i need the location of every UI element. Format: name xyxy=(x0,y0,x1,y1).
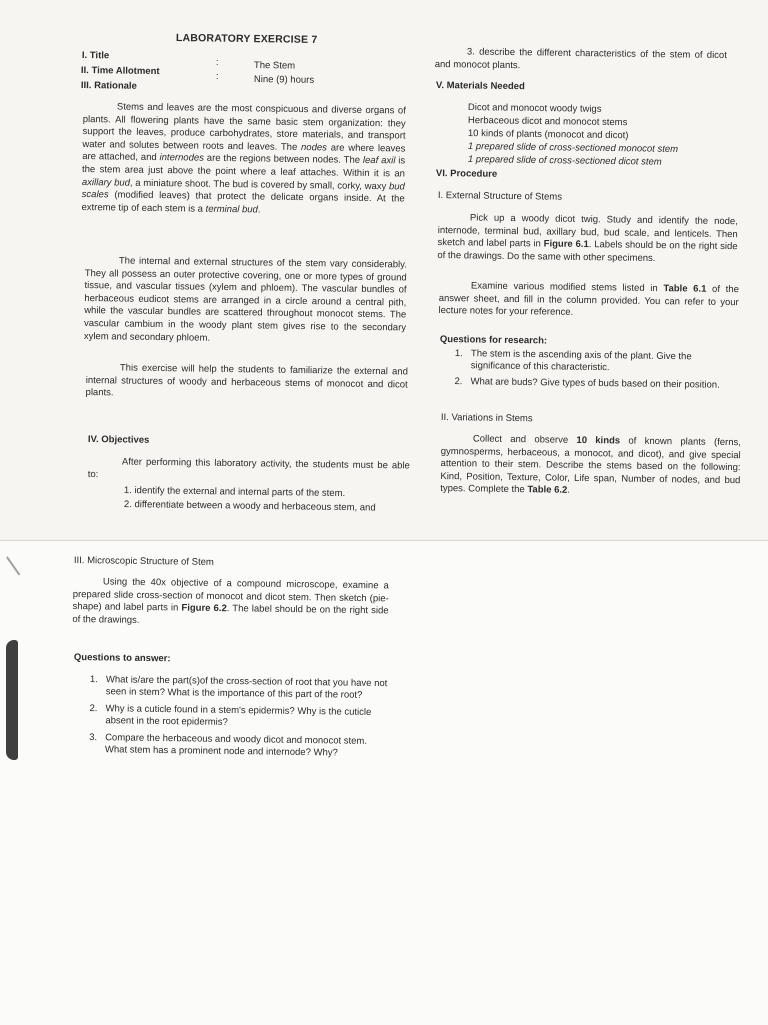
modified-stems-paragraph: Examine various modified stems listed in Table 6.1 of the answer sheet, and fill in the column provided. You can refer to your lecture notes for your reference. xyxy=(438,280,739,319)
research-questions-heading: Questions for research: xyxy=(439,334,548,347)
material-item-5: 1 prepared slide of cross-sectioned dicot stem xyxy=(467,154,662,168)
materials-heading: V. Materials Needed xyxy=(435,80,525,93)
material-item-2: Herbaceous dicot and monocot stems xyxy=(467,115,628,129)
microscopic-paragraph: Using the 40x objective of a compound microscope, examine a prepared slide cross-section of monocot and dicot stem. Then sketch (pie-shape) and label parts in Figure 6.2. The label should be on the right side of the drawings. xyxy=(72,576,389,626)
variations-paragraph: Collect and observe 10 kinds of known plants (ferns, gymnosperms, herbaceous, a monocot, and dicot), and give special attention to their stem. Describe the stems based on the following: Kind, Position, Texture, Color, Life span, Number of nodes, and bud types. Complete the Table 6.2. xyxy=(440,433,741,497)
research-question-2: 2. What are buds? Give types of buds based on their position. xyxy=(454,375,720,391)
variations-heading: II. Variations in Stems xyxy=(440,412,533,425)
rationale-paragraph-3: This exercise will help the students to familiarize the external and internal structures of woody and herbaceous stems of monocot and dicot plants. xyxy=(85,362,408,399)
question-1: 1. What is/are the part(s)of the cross-section of root that you have not seen in stem? What is the importance of this part of the root? xyxy=(89,674,388,702)
page-title: LABORATORY EXERCISE 7 xyxy=(175,32,318,46)
question-2: 2. Why is a cuticle found in a stem's epidermis? Why is the cuticle absent in the root epidermis? xyxy=(89,702,372,729)
objective-item-1: 1. identify the external and internal parts of the stem. xyxy=(123,485,346,500)
external-structure-heading: I. External Structure of Stems xyxy=(437,190,563,203)
material-item-4: 1 prepared slide of cross-sectioned monocot stem xyxy=(467,141,679,155)
questions-to-answer-heading: Questions to answer: xyxy=(73,652,171,665)
objective-item-3: 3. describe the different characteristics of the stem of dicot and monocot plants. xyxy=(434,46,727,71)
research-question-1: 1. The stem is the ascending axis of the plant. Give the significance of this characteristic. xyxy=(454,348,692,374)
title-label: I. Title xyxy=(81,50,110,62)
external-structure-paragraph: Pick up a woody dicot twig. Study and identify the node, internode, terminal bud, axillary bud, bud scale, and lenticels. Then sketch and label parts in Figure 6.1. Labels should be on the right side of the drawings. Do the same with other specimens. xyxy=(437,212,738,264)
rationale-paragraph-2: The internal and external structures of the stem vary considerably. They all possess an outer protective covering, one or more types of ground tissue, and vascular tissues (xylem and phloem). The vascular bundles of herbaceous eudicot stems are arranged in a circle around a central pith, while the vascular bundles are scattered throughout monocot stems. The vascular cambium in the woody plant stem gives rise to the secondary xylem and secondary phloem. xyxy=(83,255,407,344)
procedure-heading: VI. Procedure xyxy=(435,168,498,180)
time-allotment-value: Nine (9) hours xyxy=(253,74,315,86)
objectives-intro: After performing this laboratory activity, the students must be able to: xyxy=(87,456,410,480)
title-value: The Stem xyxy=(253,60,296,72)
question-3: 3. Compare the herbaceous and woody dicot and monocot stem. What stem has a prominent node and internode? Why? xyxy=(89,731,368,759)
objectives-heading: IV. Objectives xyxy=(87,434,150,446)
questions-to-answer-list xyxy=(89,674,390,761)
research-questions-list xyxy=(454,348,735,392)
material-item-1: Dicot and monocot woody twigs xyxy=(467,102,602,115)
time-allotment-label: II. Time Allotment xyxy=(80,65,160,78)
rationale-heading: III. Rationale xyxy=(80,80,137,92)
rationale-paragraph-1: Stems and leaves are the most conspicuous and diverse organs of plants. All flowering plants have the same basic stem organization: they support the leaves, produce carbohydrates, store materials, and transport water and solutes between roots and leaves. The nodes are where leaves are attached, and internodes are the regions between nodes. The leaf axil is the stem area just above the point where a leaf attaches. Within it is an axillary bud, a miniature shoot. The bud is covered by small, corky, waxy bud scales (modified leaves) that protect the delicate organs inside. At the extreme tip of each stem is a terminal bud. xyxy=(81,101,406,216)
objective-item-2: 2. differentiate between a woody and herbaceous stem, and xyxy=(123,499,376,514)
binder-clip-shadow xyxy=(6,640,18,760)
title-colon: : xyxy=(215,57,219,69)
microscopic-heading: III. Microscopic Structure of Stem xyxy=(73,555,214,568)
time-colon: : xyxy=(215,71,219,83)
material-item-3: 10 kinds of plants (monocot and dicot) xyxy=(467,128,629,142)
